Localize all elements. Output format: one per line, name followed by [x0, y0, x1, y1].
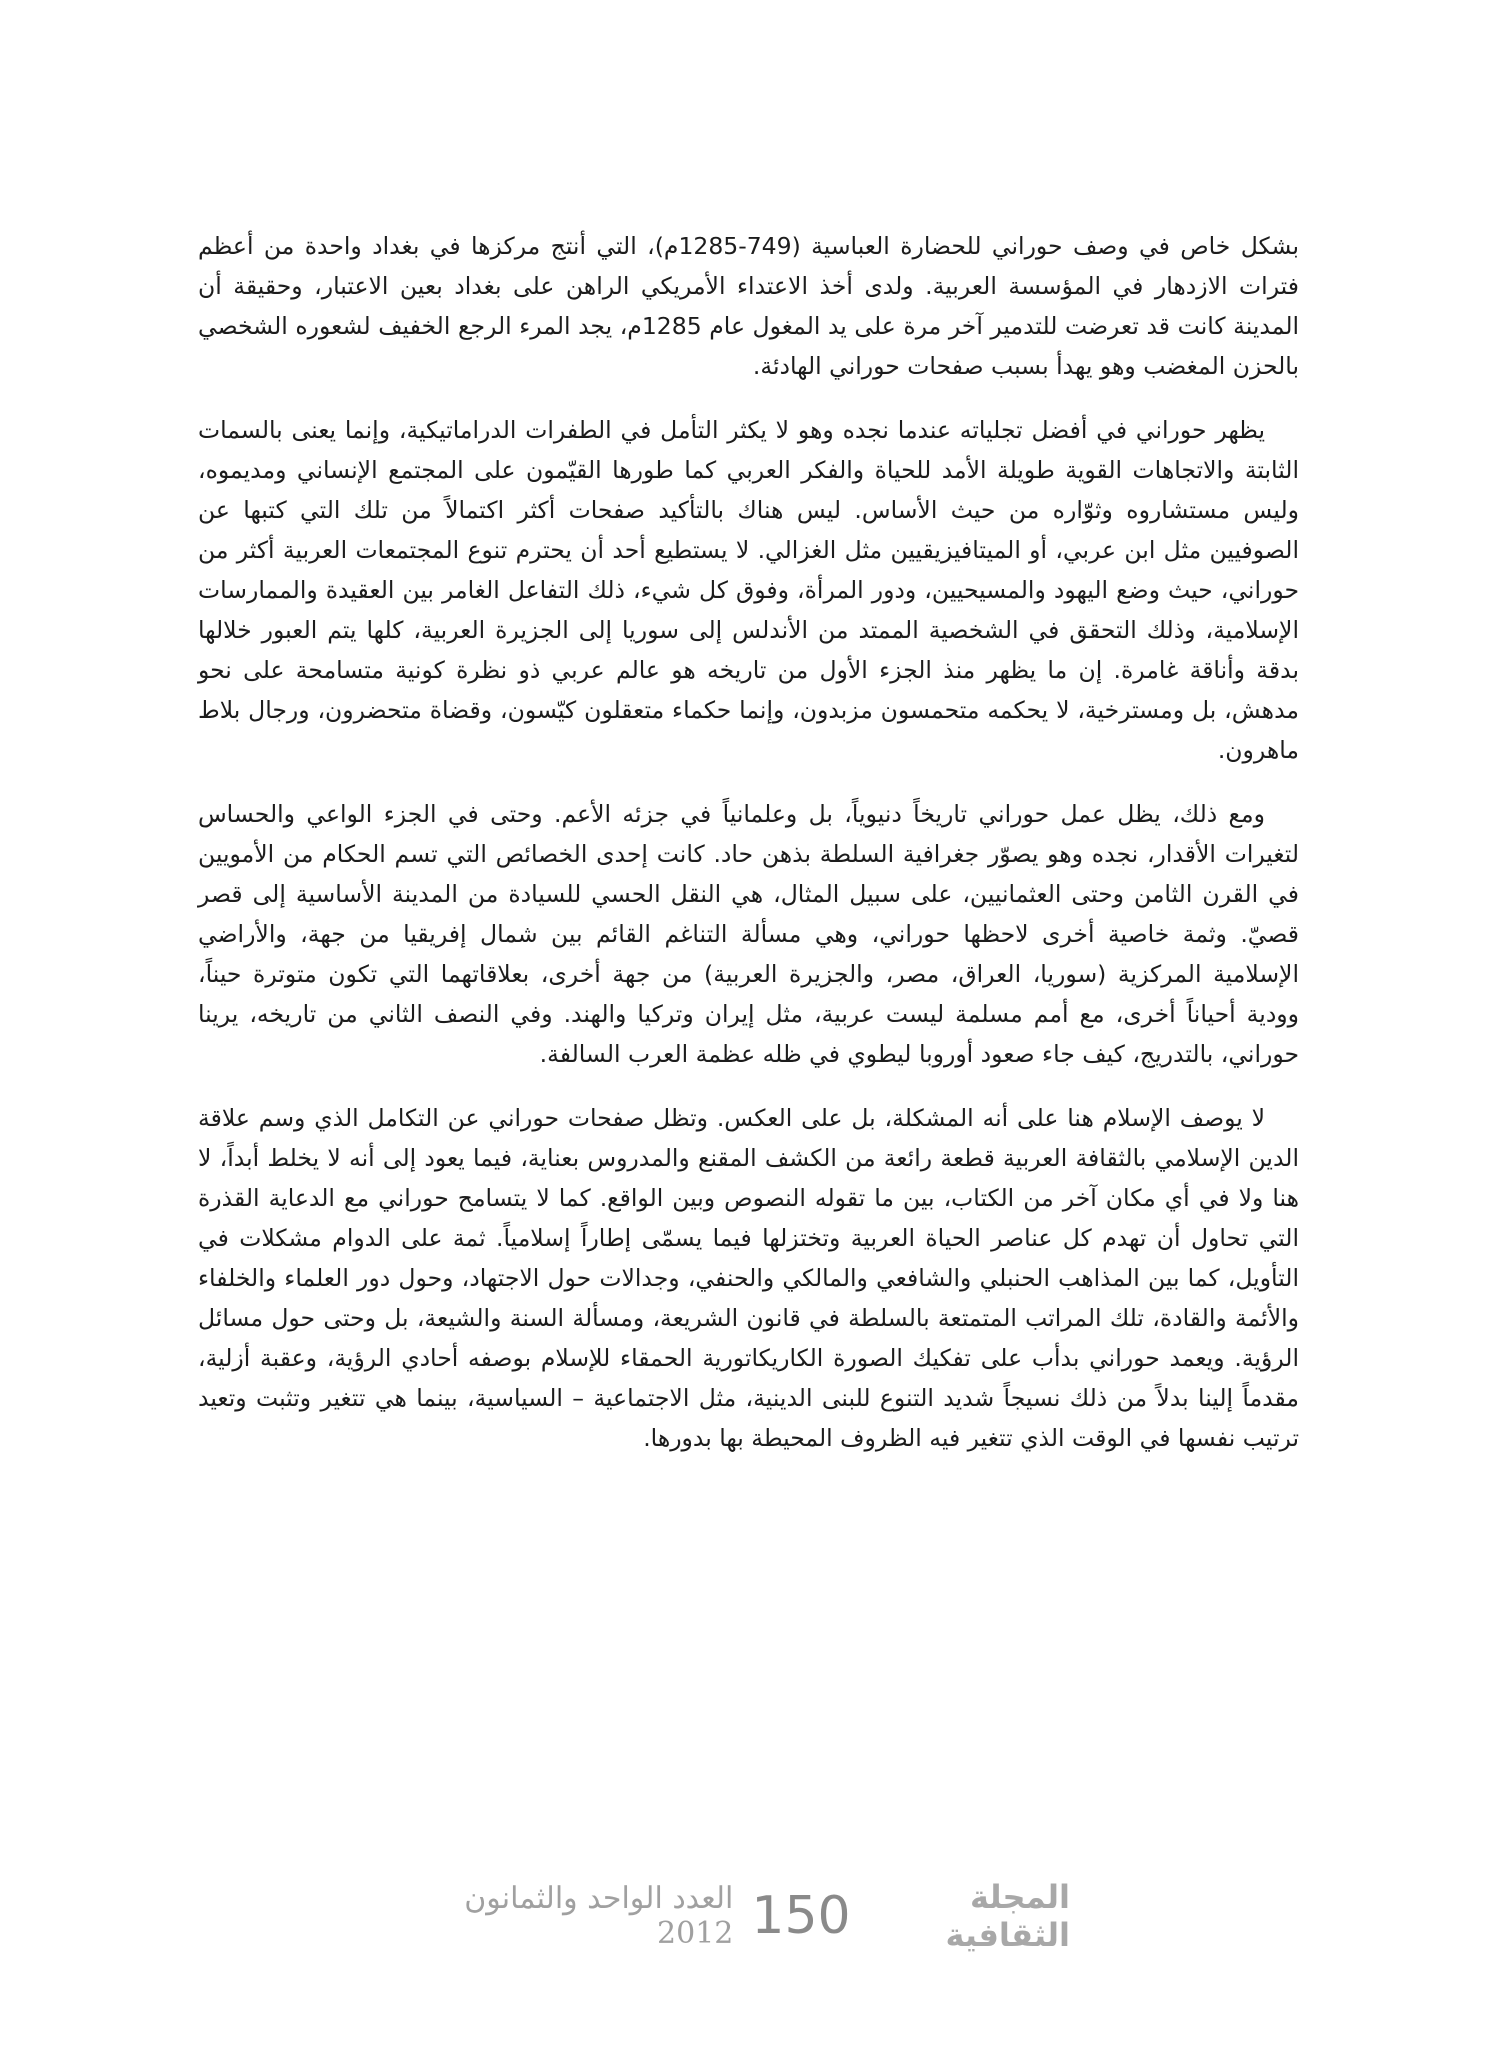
article-body: [198, 226, 1299, 1482]
paragraph-2: يظهر حوراني في أفضل تجلياته عندما نجده وهو لا يكثر التأمل في الطفرات الدراماتيكية، وإنما يعنى بالسمات الثابتة والاتجاهات القوية طويلة الأمد للحياة والفكر العربي كما طورها القيّمون على المجتمع الإنساني ومديموه، وليس مستشاروه وثوّاره من حيث الأساس. ليس هناك بالتأكيد صفحات أكثر اكتمالاً من تلك التي كتبها عن الصوفيين مثل ابن عربي، أو الميتافيزيقيين مثل الغزالي. لا يستطيع أحد أن يحترم تنوع المجتمعات العربية أكثر من حوراني، حيث وضع اليهود والمسيحيين، ودور المرأة، وفوق كل شيء، ذلك التفاعل الغامر بين العقيدة والممارسات الإسلامية، وذلك التحقق في الشخصية الممتد من الأندلس إلى سوريا إلى الجزيرة العربية، كلها يتم العبور خلالها بدقة وأناقة غامرة. إن ما يظهر منذ الجزء الأول من تاريخه هو عالم عربي ذو نظرة كونية متسامحة على نحو مدهش، بل ومسترخية، لا يحكمه متحمسون مزبدون، وإنما حكماء متعقلون كيّسون، وقضاة متحضرون، ورجال بلاط ماهرون.: [198, 416, 1299, 764]
issue-label: العدد الواحد والثمانون 2012: [464, 1881, 734, 1951]
paragraph-1: بشكل خاص في وصف حوراني للحضارة العباسية (749-1285م)، التي أنتج مركزها في بغداد واحدة من أعظم فترات الازدهار في المؤسسة العربية. ولدى أخذ الاعتداء الأمريكي الراهن على بغداد بعين الاعتبار، وحقيقة أن المدينة كانت قد تعرضت للتدمير آخر مرة على يد المغول عام 1285م، يجد المرء الرجع الخفيف لشعوره الشخصي بالحزن المغضب وهو يهدأ بسبب صفحات حوراني الهادئة.: [198, 232, 1300, 380]
page-number: 150: [751, 1886, 851, 1946]
paragraph-4: لا يوصف الإسلام هنا على أنه المشكلة، بل على العكس. وتظل صفحات حوراني عن التكامل الذي وسم علاقة الدين الإسلامي بالثقافة العربية قطعة رائعة من الكشف المقنع والمدروس بعناية، فيما يعود إلى أنه لا يخلط أبداً، لا هنا ولا في أي مكان آخر من الكتاب، بين ما تقوله النصوص وبين الواقع. كما لا يتسامح حوراني مع الدعاية القذرة التي تحاول أن تهدم كل عناصر الحياة العربية وتختزلها فيما يسمّى إطاراً إسلامياً. ثمة على الدوام مشكلات في التأويل، كما بين المذاهب الحنبلي والشافعي والمالكي والحنفي، وجدالات حول الاجتهاد، وحول دور العلماء والخلفاء والأئمة والقادة، تلك المراتب المتمتعة بالسلطة في قانون الشريعة، ومسألة السنة والشيعة، بل وحتى حول مسائل الرؤية. ويعمد حوراني بدأب على تفكيك الصورة الكاريكاتورية الحمقاء للإسلام بوصفه أحادي الرؤية، وعقبة أزلية، مقدماً إلينا بدلاً من ذلك نسيجاً شديد التنوع للبنى الدينية، مثل الاجتماعية – السياسية، بينما هي تتغير وتثبت وتعيد ترتيب نفسها في الوقت الذي تتغير فيه الظروف المحيطة بها بدورها.: [198, 1104, 1299, 1452]
magazine-name: المجلة الثقافية: [945, 1878, 1070, 1954]
paragraph-3: ومع ذلك، يظل عمل حوراني تاريخاً دنيوياً، بل وعلمانياً في جزئه الأعم. وحتى في الجزء الواعي والحساس لتغيرات الأقدار، نجده وهو يصوّر جغرافية السلطة بذهن حاد. كانت إحدى الخصائص التي تسم الحكام من الأمويين في القرن الثامن وحتى العثمانيين، على سبيل المثال، هي النقل الحسي للسيادة من المدينة الأساسية إلى قصر قصيّ. وثمة خاصية أخرى لاحظها حوراني، وهي مسألة التناغم القائم بين شمال إفريقيا من جهة، والأراضي الإسلامية المركزية (سوريا، العراق، مصر، والجزيرة العربية) من جهة أخرى، بعلاقاتهما التي تكون متوترة حيناً، وودية أحياناً أخرى، مع أمم مسلمة ليست عربية، مثل إيران وتركيا والهند. وفي النصف الثاني من تاريخه، يرينا حوراني، بالتدريج، كيف جاء صعود أوروبا ليطوي في ظله عظمة العرب السالفة.: [198, 800, 1299, 1068]
page-footer: [430, 1880, 1070, 1952]
